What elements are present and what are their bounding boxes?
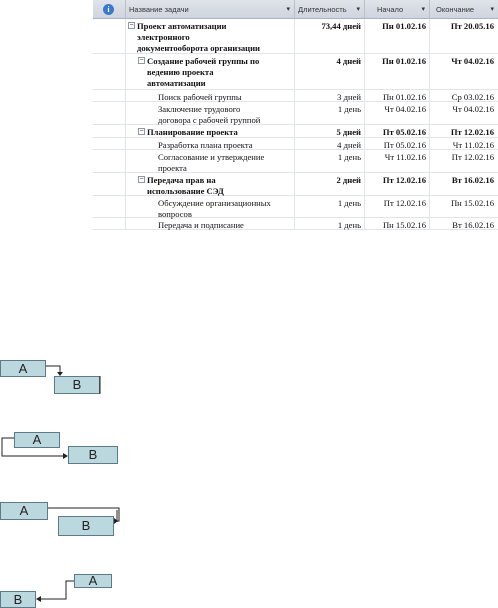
finish-date-cell[interactable]: Чт 04.02.16 — [451, 56, 494, 66]
collapse-icon[interactable]: − — [129, 22, 134, 29]
finish-date-cell[interactable]: Ср 03.02.16 — [451, 92, 494, 102]
task-box-b: B — [68, 446, 118, 464]
duration-cell[interactable]: 73,44 дней — [295, 19, 365, 53]
task-box-a: A — [0, 360, 46, 377]
duration-cell[interactable]: 1 день — [295, 150, 365, 172]
start-date-cell[interactable]: Пт 12.02.16 — [365, 173, 430, 195]
task-name-line: Разработка плана проекта — [158, 140, 253, 150]
task-name-line: Обсуждение организационных — [158, 198, 271, 208]
sort-dropdown-icon[interactable]: ▾ — [286, 6, 290, 13]
start-date-cell[interactable]: Пн 01.02.16 — [365, 19, 430, 53]
finish-date-cell[interactable]: Пт 20.05.16 — [450, 21, 494, 31]
finish-date-cell[interactable]: Чт 11.02.16 — [452, 140, 494, 150]
finish-date-cell[interactable]: Пт 12.02.16 — [451, 152, 494, 162]
task-name-line: проекта — [158, 163, 187, 173]
task-name-line: документооборота организации — [137, 43, 260, 53]
finish-date-cell[interactable]: Чт 04.02.16 — [452, 104, 494, 114]
finish-date-cell[interactable]: Пн 15.02.16 — [450, 198, 494, 208]
duration-cell[interactable]: 1 день — [295, 102, 365, 124]
duration-cell[interactable]: 5 дней — [295, 125, 365, 137]
collapse-icon[interactable]: − — [139, 128, 144, 135]
start-date-cell[interactable]: Пн 01.02.16 — [365, 54, 430, 89]
start-date-cell[interactable]: Пт 05.02.16 — [365, 125, 430, 137]
duration-cell[interactable]: 3 дней — [295, 90, 365, 101]
task-name-line: Заключение трудового — [158, 104, 241, 114]
duration-cell[interactable]: 4 дней — [295, 138, 365, 149]
start-date-cell[interactable]: Чт 04.02.16 — [365, 102, 430, 124]
task-name-line: Передача и подписание — [158, 220, 244, 230]
task-name-line: Согласование и утверждение — [158, 152, 265, 162]
duration-cell[interactable]: 1 день — [295, 196, 365, 217]
task-name-header-label: Название задачи — [129, 5, 189, 14]
task-box-b: B — [58, 516, 114, 536]
duration-header-label: Длительность — [298, 5, 347, 14]
task-box-a: A — [14, 432, 60, 448]
finish-date-cell[interactable]: Вт 16.02.16 — [452, 220, 494, 230]
task-name-line: использование СЭД — [147, 186, 224, 196]
sort-dropdown-icon[interactable]: ▾ — [421, 6, 425, 13]
finish-header-label: Окончание — [436, 5, 475, 14]
task-box-a: A — [74, 574, 112, 588]
start-header-label: Начало — [377, 5, 404, 14]
duration-cell[interactable]: 1 день — [295, 218, 365, 229]
task-name-line: Проект автоматизации — [137, 21, 227, 31]
start-date-cell[interactable]: Чт 11.02.16 — [365, 150, 430, 172]
sort-dropdown-icon[interactable]: ▾ — [490, 6, 494, 13]
start-date-cell[interactable]: Пн 15.02.16 — [365, 218, 430, 229]
task-name-line: Создание рабочей группы по — [147, 56, 260, 66]
task-name-line: автоматизации — [147, 78, 206, 88]
start-date-cell[interactable]: Пт 12.02.16 — [365, 196, 430, 217]
task-name-line: договора с рабочей группой — [158, 115, 261, 125]
sort-dropdown-icon[interactable]: ▾ — [356, 6, 360, 13]
info-icon: i — [103, 4, 114, 15]
duration-cell[interactable]: 4 дней — [295, 54, 365, 89]
task-name-line: вопросов — [158, 209, 192, 219]
task-name-line: Поиск рабочей группы — [158, 92, 242, 102]
finish-date-cell[interactable]: Вт 16.02.16 — [451, 175, 494, 185]
start-date-cell[interactable]: Пт 05.02.16 — [365, 138, 430, 149]
collapse-icon[interactable]: − — [139, 57, 144, 64]
task-box-b: B — [0, 591, 36, 608]
task-box-b: B — [54, 376, 100, 394]
start-date-cell[interactable]: Пн 01.02.16 — [365, 90, 430, 101]
finish-date-cell[interactable]: Пт 12.02.16 — [450, 127, 494, 137]
task-box-a: A — [0, 502, 48, 520]
task-name-line: Планирование проекта — [147, 127, 238, 137]
task-name-line: ведению проекта — [147, 67, 214, 77]
collapse-icon[interactable]: − — [139, 176, 144, 183]
task-name-line: Передача прав на — [147, 175, 216, 185]
task-name-line: электронного — [137, 32, 190, 42]
duration-cell[interactable]: 2 дней — [295, 173, 365, 195]
